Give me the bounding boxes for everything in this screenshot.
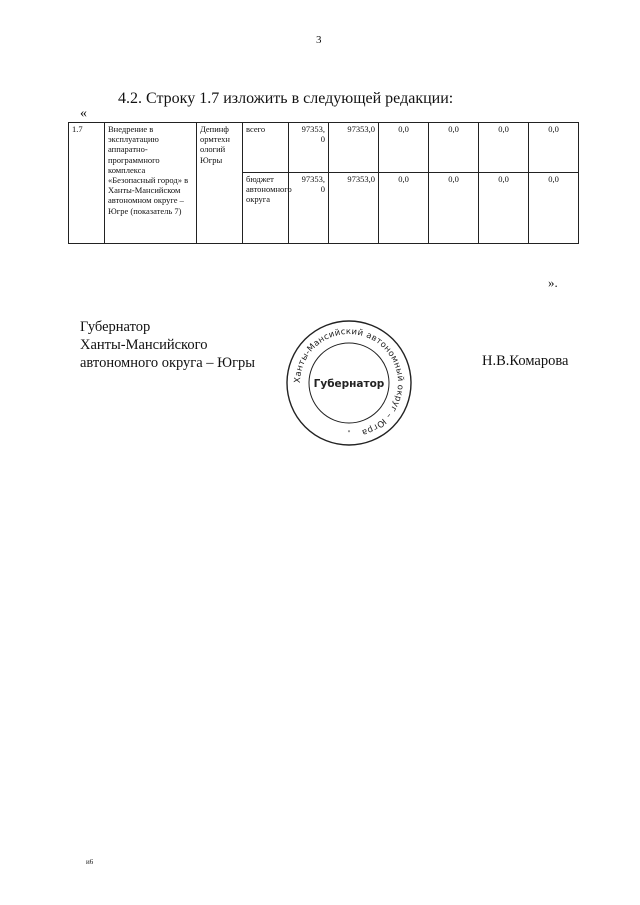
value-cell: 0,0 bbox=[479, 123, 529, 173]
total-cell bbox=[289, 123, 329, 173]
total-line: 0 bbox=[320, 183, 325, 194]
program-table bbox=[68, 122, 579, 244]
value-cell: 0,0 bbox=[529, 172, 579, 243]
signatory-name: Н.В.Комарова bbox=[482, 353, 569, 369]
seal-ring-text: Ханты-Мансийский автономный округ – Югра bbox=[292, 326, 406, 438]
value-cell: 97353,0 bbox=[329, 172, 379, 243]
signatory-title-line: Губернатор bbox=[80, 319, 151, 335]
footer-code: и6 bbox=[86, 858, 94, 866]
executor-line: ологий bbox=[200, 144, 226, 155]
total-cell bbox=[289, 172, 329, 243]
row-number-cell: 1.7 bbox=[69, 123, 105, 244]
executor-line: Депинф bbox=[200, 124, 229, 134]
page-number: 3 bbox=[316, 34, 322, 46]
table-row bbox=[69, 123, 579, 173]
signatory-title bbox=[80, 318, 255, 372]
value-cell: 0,0 bbox=[429, 123, 479, 173]
value-cell: 0,0 bbox=[379, 123, 429, 173]
source-cell: бюджет автономного округа bbox=[243, 172, 289, 243]
signatory-title-line: Ханты-Мансийского bbox=[80, 337, 208, 353]
executor-line: ормтехн bbox=[200, 134, 230, 145]
seal-center-text: Губернатор bbox=[313, 378, 385, 390]
total-line: 97353, bbox=[301, 124, 325, 134]
source-cell: всего bbox=[243, 123, 289, 173]
value-cell: 0,0 bbox=[529, 123, 579, 173]
value-cell: 0,0 bbox=[429, 172, 479, 243]
total-line: 97353, bbox=[301, 173, 325, 184]
total-line: 0 bbox=[320, 134, 325, 145]
value-cell: 97353,0 bbox=[329, 123, 379, 173]
official-seal bbox=[284, 318, 414, 448]
value-cell: 0,0 bbox=[379, 172, 429, 243]
section-heading: 4.2. Строку 1.7 изложить в следующей редакции: bbox=[118, 90, 454, 107]
activity-name-cell: Внедрение в эксплуатацию аппаратно-программного комплекса «Безопасный город» в Ханты-Мансийском автономном округе – Югре (показатель 7) bbox=[105, 123, 197, 244]
value-cell: 0,0 bbox=[479, 172, 529, 243]
signatory-title-line: автономного округа – Югры bbox=[80, 355, 256, 371]
executor-line: Югры bbox=[200, 154, 223, 165]
seal-star-mark: * bbox=[347, 430, 351, 436]
opening-quote: « bbox=[80, 106, 87, 121]
executor-cell bbox=[197, 123, 243, 244]
closing-quote: ». bbox=[548, 275, 558, 290]
